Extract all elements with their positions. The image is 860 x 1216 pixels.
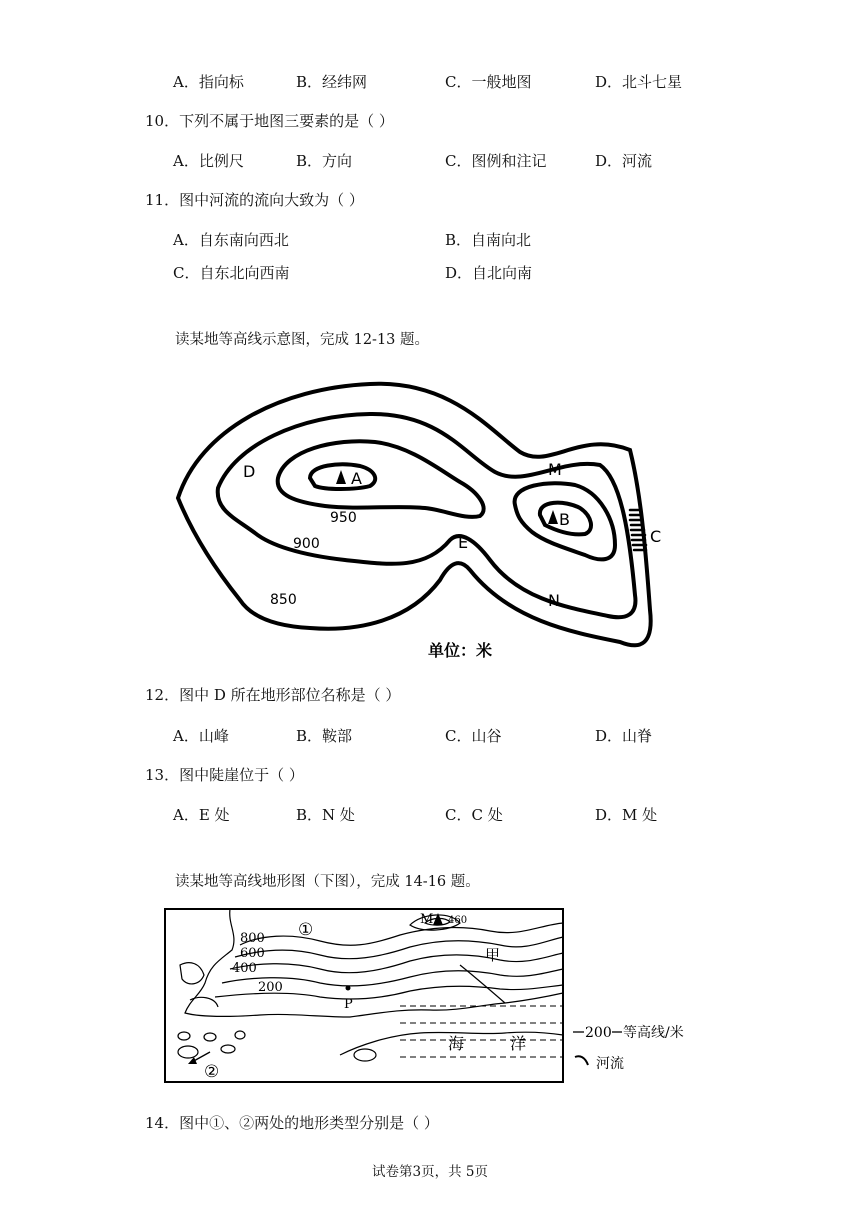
peak-elevation: 460 [448, 915, 468, 926]
peak-label-m: M [420, 912, 434, 927]
contour-label-850: 850 [270, 592, 297, 608]
contour-label-600: 600 [240, 946, 265, 961]
legend-contour-text: 等高线/米 [623, 1025, 684, 1041]
intro-12-13: 读某地等高线示意图，完成 12-13 题。 [175, 332, 430, 348]
q10-stem: 10．下列不属于地图三要素的是（ ） [145, 112, 394, 130]
contour-map-1 [160, 370, 680, 670]
q9-option-d: D．北斗七星 [595, 73, 683, 91]
label-d: D [243, 462, 256, 481]
q13-option-a: A．E 处 [173, 806, 230, 824]
point-p-marker [346, 986, 351, 991]
q13-option-b: B．N 处 [296, 806, 355, 824]
q9-option-c: C．一般地图 [445, 73, 532, 91]
q13-option-d: D．M 处 [595, 806, 658, 824]
label-n: N [548, 591, 560, 610]
label-m: M [548, 460, 562, 479]
label-a: A [351, 469, 362, 488]
sea-label-2: 洋 [510, 1034, 527, 1053]
contour-line-900 [218, 414, 636, 617]
q11-stem: 11．图中河流的流向大致为（ ） [145, 191, 364, 209]
unit-label: 单位：米 [428, 641, 493, 660]
peak-b-icon [548, 510, 558, 524]
q10-option-c: C．图例和注记 [445, 152, 547, 170]
contour-label-900: 900 [293, 536, 320, 552]
contour-label-950: 950 [330, 510, 357, 526]
q11-option-d: D．自北向南 [445, 264, 533, 282]
q12-option-b: B．鞍部 [296, 727, 353, 745]
q11-option-a: A．自东南向西北 [173, 231, 289, 249]
label-e: E [458, 533, 469, 552]
circle-label-2: ② [204, 1062, 220, 1082]
page-footer: 试卷第3页，共 5页 [372, 1164, 488, 1180]
q12-option-d: D．山脊 [595, 727, 653, 745]
contour-map-2 [160, 905, 700, 1087]
q10-option-d: D．河流 [595, 152, 653, 170]
q9-option-b: B．经纬网 [296, 73, 368, 91]
q12-option-a: A．山峰 [173, 727, 229, 745]
label-jia: 甲 [485, 946, 501, 964]
contour-label-200: 200 [258, 980, 283, 995]
legend-contour-value: 200 [585, 1025, 612, 1041]
contour-line-850 [178, 384, 651, 646]
q10-option-b: B．方向 [296, 152, 353, 170]
q9-option-a: A．指向标 [173, 73, 244, 91]
legend-river-icon [575, 1056, 588, 1065]
contour-label-800: 800 [240, 931, 265, 946]
q13-stem: 13．图中陡崖位于（ ） [145, 766, 304, 784]
q10-option-a: A．比例尺 [173, 152, 244, 170]
point-p-label: P [344, 997, 353, 1012]
q11-option-c: C．自东北向西南 [173, 264, 290, 282]
circle-label-1: ① [298, 920, 314, 940]
intro-14-16: 读某地等高线地形图（下图），完成 14-16 题。 [175, 874, 480, 890]
q14-stem: 14．图中①、②两处的地形类型分别是（ ） [145, 1114, 439, 1132]
label-b: B [559, 510, 570, 529]
q12-option-c: C．山谷 [445, 727, 502, 745]
sea-label-1: 海 [448, 1034, 465, 1053]
peak-a-icon [336, 470, 346, 484]
label-c: C [650, 527, 662, 546]
contour-label-400: 400 [232, 961, 257, 976]
q12-stem: 12．图中 D 所在地形部位名称是（ ） [145, 686, 401, 704]
q11-option-b: B．自南向北 [445, 231, 532, 249]
q13-option-c: C．C 处 [445, 806, 503, 824]
legend-river-text: 河流 [596, 1056, 624, 1072]
